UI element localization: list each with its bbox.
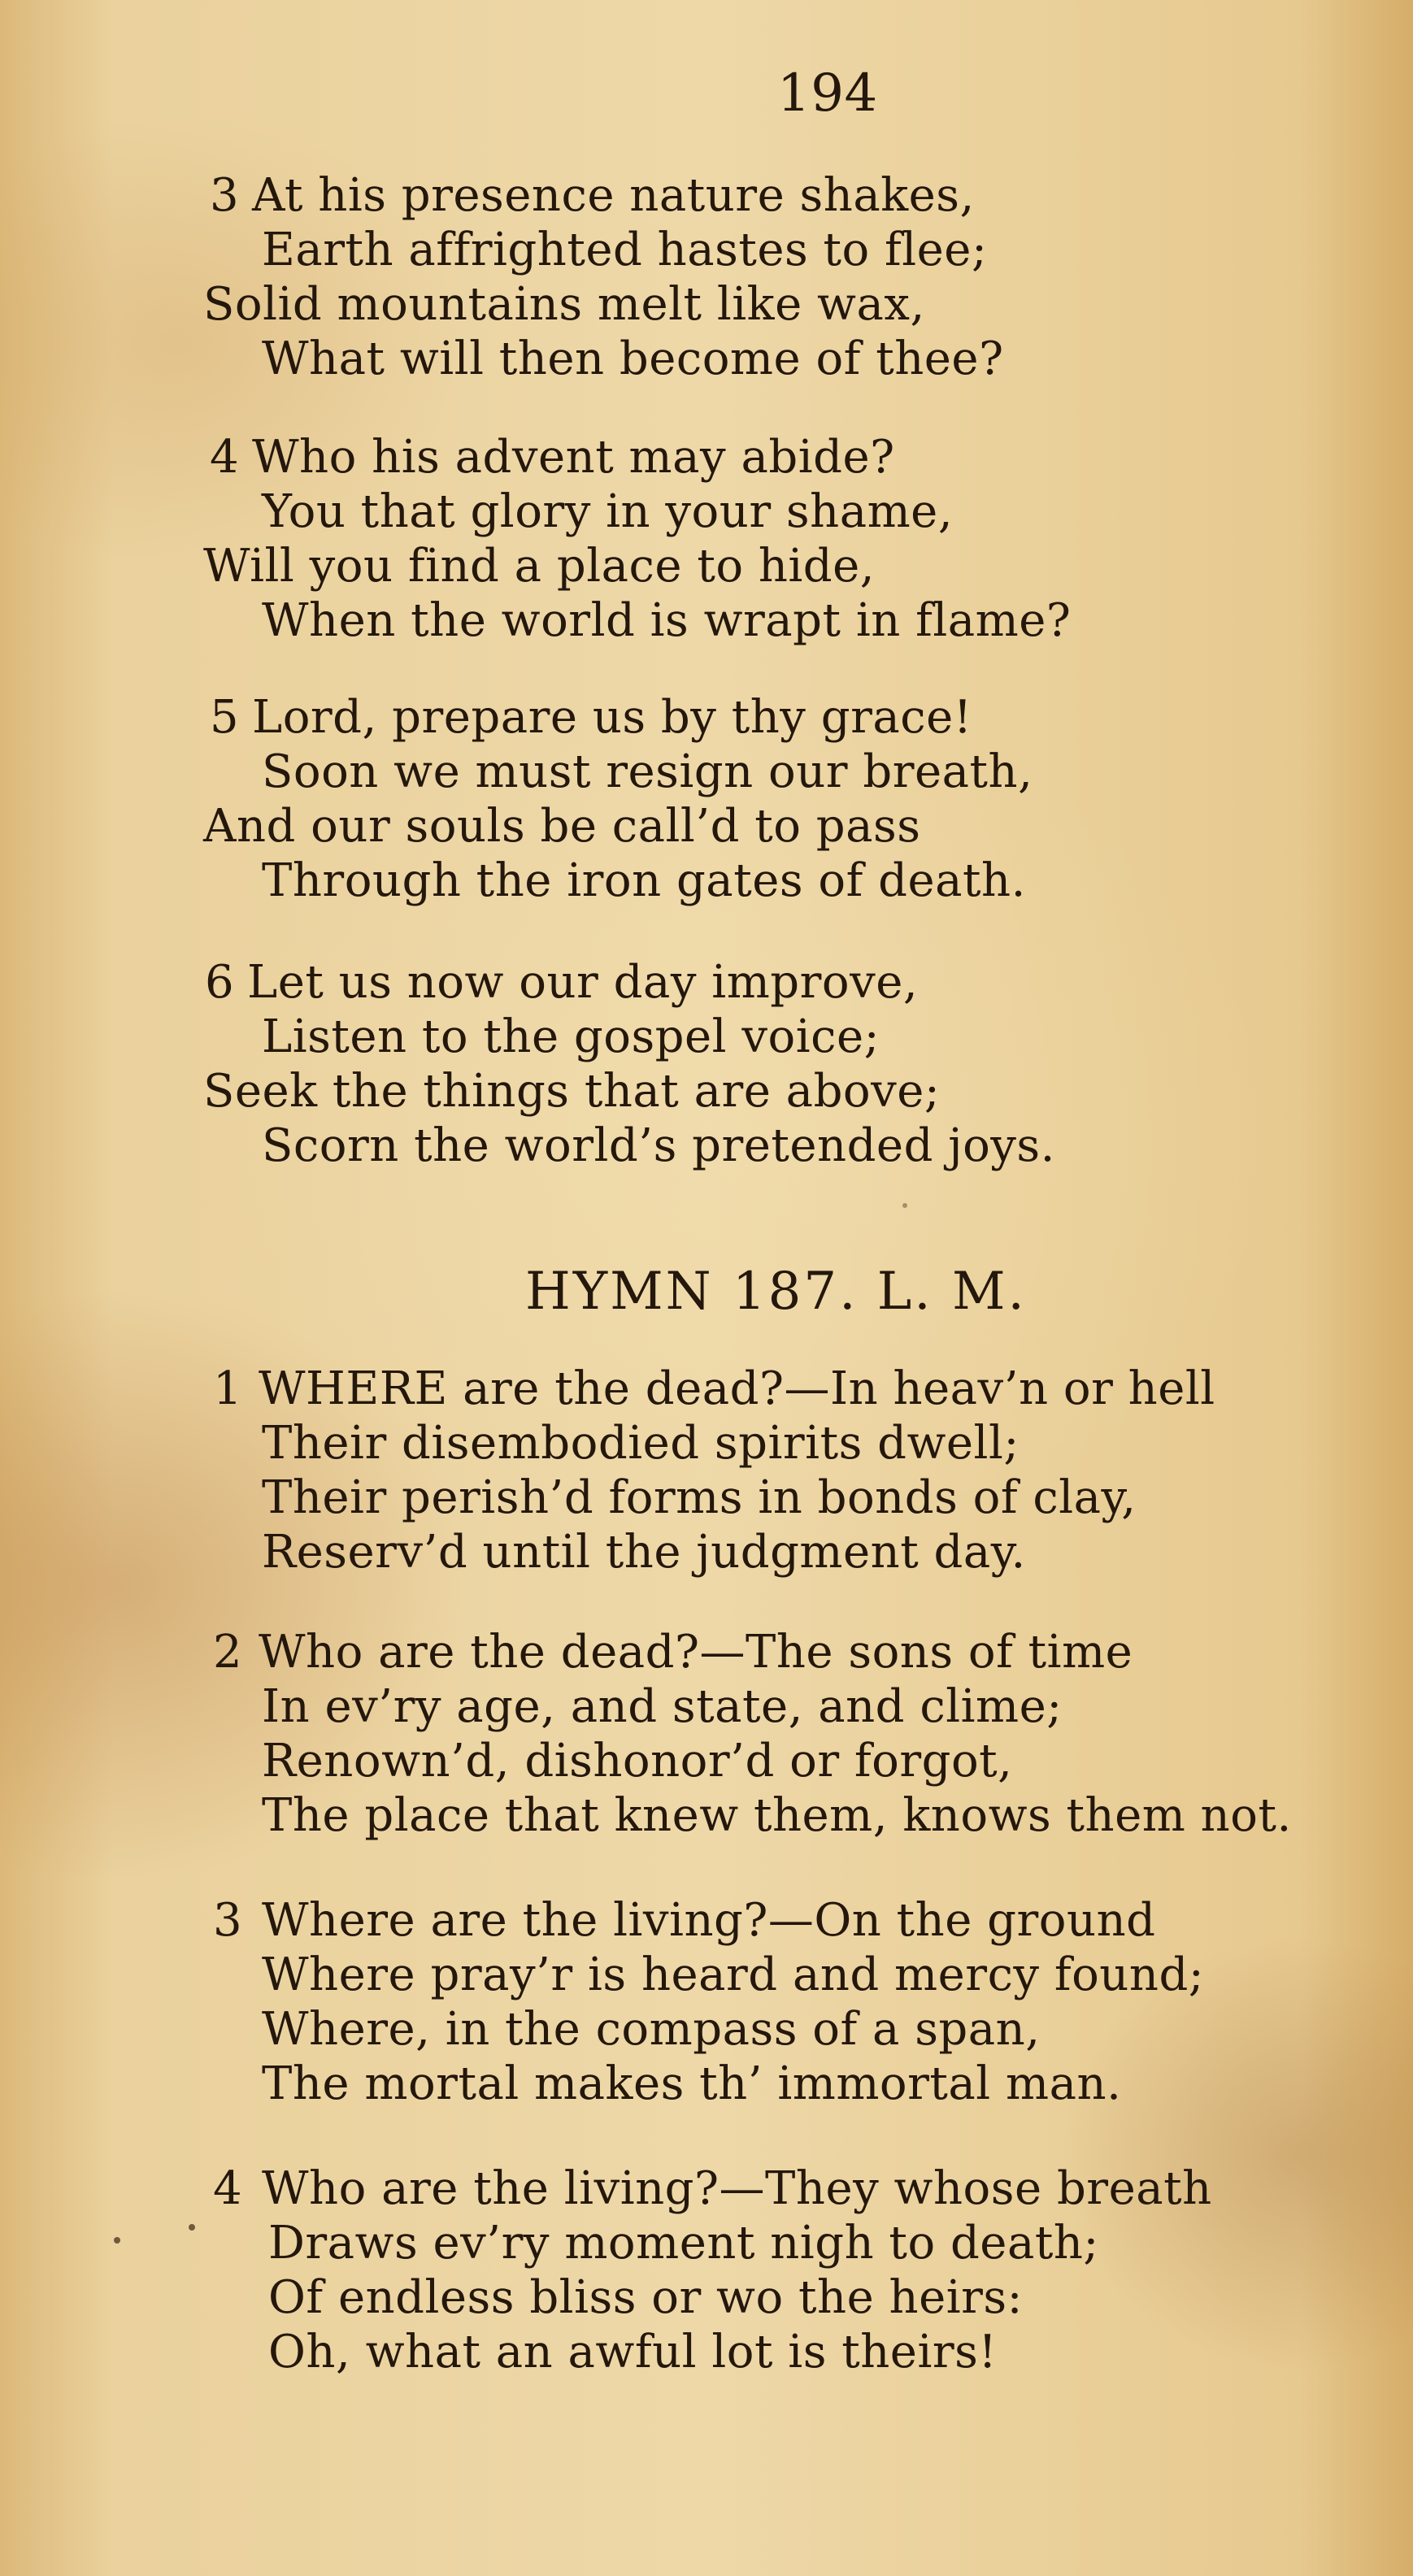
verse-line: At his presence nature shakes, (252, 169, 975, 222)
verse-line: Lord, prepare us by thy grace! (252, 691, 972, 744)
verse-line: Who are the living?—They whose breath (262, 2162, 1212, 2215)
stanza-number: 3 (213, 1894, 243, 1947)
verse-line: Who his advent may abide? (252, 431, 895, 484)
ink-speck (189, 2224, 195, 2231)
verse-line: Where are the living?—On the ground (262, 1894, 1156, 1947)
verse-line: Will you find a place to hide, (203, 540, 876, 593)
verse-line: Soon we must resign our breath, (262, 745, 1033, 798)
verse-line: You that glory in your shame, (262, 485, 954, 538)
verse-line: Their perish’d forms in bonds of clay, (262, 1471, 1137, 1524)
stanza-number: 6 (205, 956, 235, 1009)
verse-line: Oh, what an awful lot is theirs! (268, 2326, 998, 2378)
verse-line: Where pray’r is heard and mercy found; (262, 1948, 1205, 2001)
verse-line: Where, in the compass of a span, (262, 2003, 1041, 2056)
verse-line: In ev’ry age, and state, and clime; (262, 1680, 1063, 1733)
verse-line: Reserv’d until the judgment day. (262, 1526, 1026, 1579)
verse-line: Draws ev’ry moment nigh to death; (268, 2217, 1099, 2270)
stanza-number: 1 (213, 1362, 243, 1415)
stanza-number: 4 (210, 431, 240, 484)
verse-line: The mortal makes th’ immortal man. (262, 2057, 1122, 2110)
stanza-number: 2 (213, 1626, 243, 1679)
stanza-number: 4 (213, 2162, 243, 2215)
verse-line: Scorn the world’s pretended joys. (262, 1119, 1055, 1172)
verse-line: Through the iron gates of death. (262, 854, 1026, 907)
verse-line: Listen to the gospel voice; (262, 1010, 880, 1063)
verse-line: Their disembodied spirits dwell; (262, 1417, 1020, 1470)
verse-line: Earth affrighted hastes to flee; (262, 224, 988, 276)
verse-line: The place that knew them, knows them not. (262, 1789, 1292, 1842)
stanza-number: 5 (210, 691, 240, 744)
page-number: 194 (777, 63, 878, 124)
verse-line: Seek the things that are above; (203, 1065, 941, 1118)
verse-line: Renown’d, dishonor’d or forgot, (262, 1735, 1013, 1788)
ink-speck (902, 1203, 907, 1208)
verse-line: Who are the dead?—The sons of time (259, 1626, 1133, 1679)
verse-line: When the world is wrapt in flame? (262, 594, 1072, 647)
stanza-number: 3 (210, 169, 240, 222)
hymn-heading: HYMN 187. L. M. (525, 1262, 1027, 1322)
verse-line: Solid mountains melt like wax, (203, 278, 925, 331)
verse-line: Let us now our day improve, (247, 956, 919, 1009)
ink-speck (114, 2237, 120, 2244)
verse-line: WHERE are the dead?—In heav’n or hell (259, 1362, 1215, 1415)
verse-line: Of endless bliss or wo the heirs: (268, 2271, 1024, 2324)
verse-line: And our souls be call’d to pass (203, 800, 921, 853)
verse-line: What will then become of thee? (262, 332, 1004, 385)
